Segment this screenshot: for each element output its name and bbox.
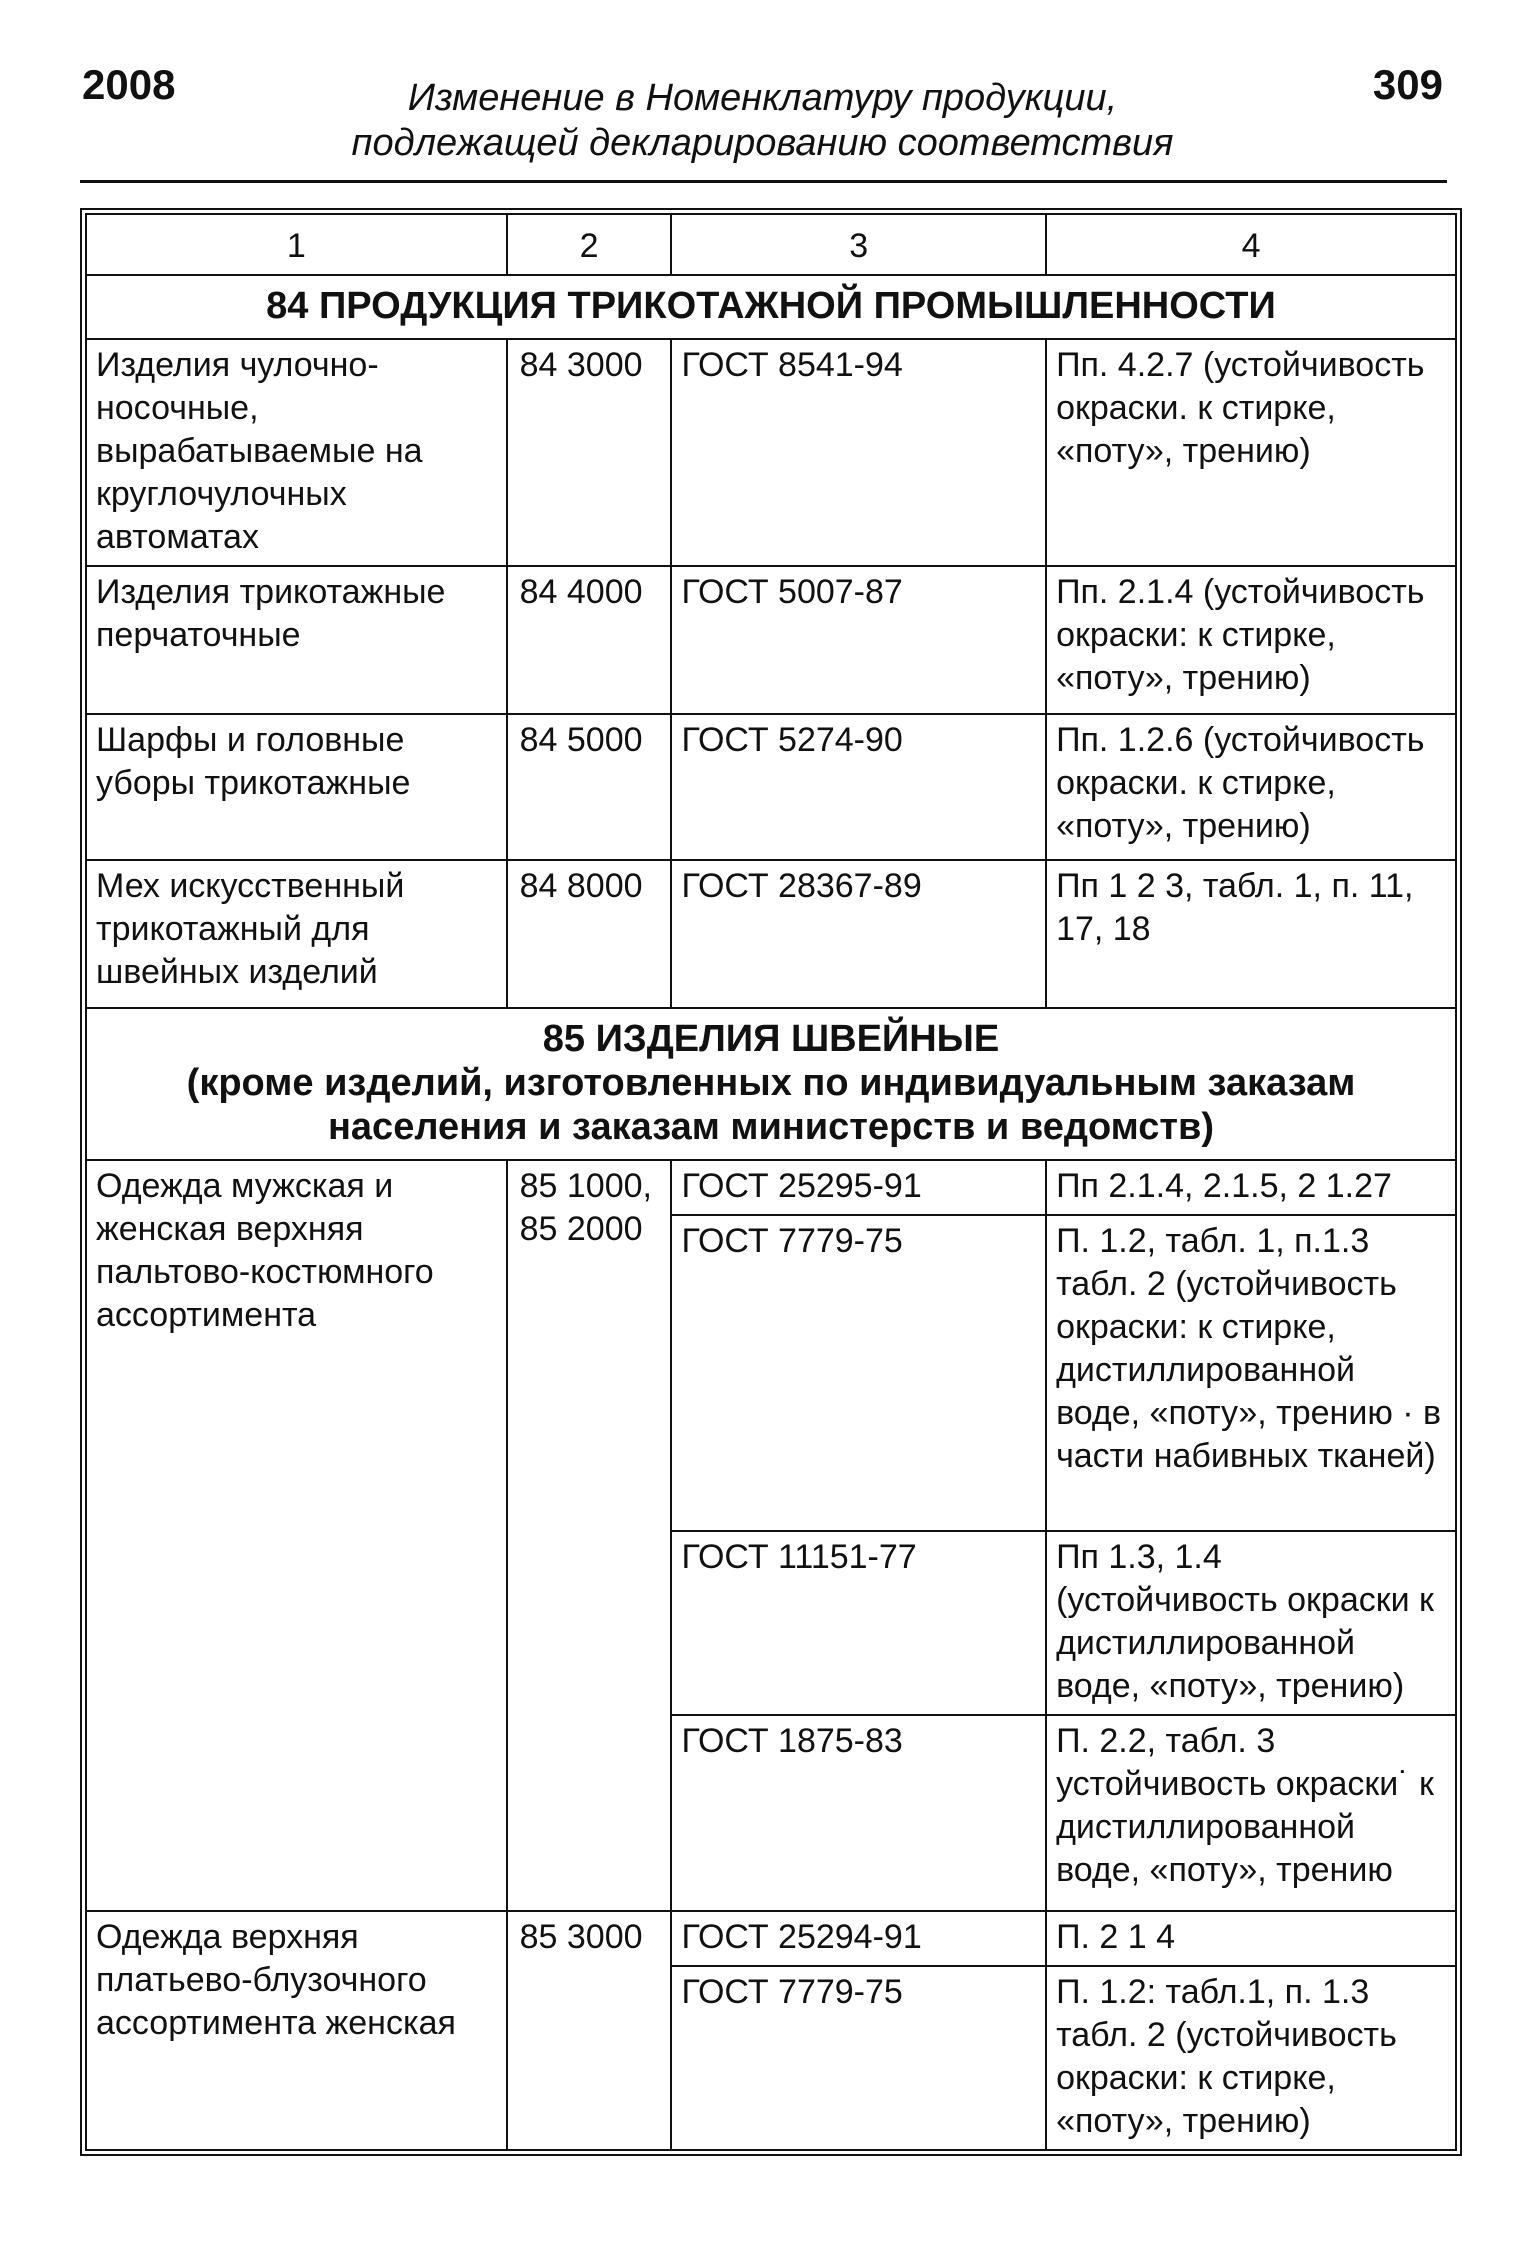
standard-cell: ГОСТ 8541-94 [671, 339, 1046, 566]
table-row [86, 339, 1456, 566]
table-row [86, 1911, 1456, 1966]
product-name-cell: Одежда мужская и женская верхняя пальтово-костюмного ассортимента [86, 1160, 507, 1911]
product-code-cell: 84 3000 [507, 339, 672, 566]
section-84-header-row [86, 275, 1456, 339]
clauses-cell: Пп 1 2 3, табл. 1, п. 11, 17, 18 [1046, 860, 1456, 1008]
section-85-title [86, 1008, 1456, 1160]
clauses-cell: П. 2 1 4 [1046, 1911, 1456, 1966]
product-code-cell: 84 4000 [507, 566, 672, 714]
clauses-cell: Пп 1.3, 1.4 (устойчивость окраски к дистиллированной воде, «поту», трению) [1046, 1531, 1456, 1715]
column-number-1: 1 [86, 214, 507, 275]
clauses-cell: Пп. 1.2.6 (устойчивость окраски. к стирке, «поту», трению) [1046, 714, 1456, 860]
column-number-4: 4 [1046, 214, 1456, 275]
section-85-title-line-1: 85 ИЗДЕЛИЯ ШВЕЙНЫЕ [542, 1018, 1000, 1060]
section-85-header-row [86, 1008, 1456, 1160]
table-row [86, 1160, 1456, 1215]
running-title-line-2: подлежащей декларированию соответствия [351, 122, 1174, 164]
section-85-title-line-2: (кроме изделий, изготовленных по индивидуальным заказам [186, 1062, 1356, 1104]
running-title-line-1: Изменение в Номенклатуру продукции, [407, 77, 1118, 119]
clauses-cell: Пп 2.1.4, 2.1.5, 2 1.27 [1046, 1160, 1456, 1215]
product-name-cell: Одежда верхняя платьево-блузочного ассортимента женская [86, 1911, 507, 2150]
product-code-cell: 84 5000 [507, 714, 672, 860]
clauses-cell: Пп. 2.1.4 (устойчивость окраски: к стирке, «поту», трению) [1046, 566, 1456, 714]
product-name-cell: Мех искусственный трикотажный для швейных изделий [86, 860, 507, 1008]
clauses-cell: П. 1.2: табл.1, п. 1.3 табл. 2 (устойчивость окраски: к стирке, «поту», трению) [1046, 1966, 1456, 2150]
clauses-cell: Пп. 4.2.7 (устойчивость окраски. к стирке, «поту», трению) [1046, 339, 1456, 566]
table-row [86, 860, 1456, 1008]
page-number: 309 [1372, 61, 1443, 108]
table-row [86, 714, 1456, 860]
product-name-cell: Шарфы и головные уборы трикотажные [86, 714, 507, 860]
standard-cell: ГОСТ 28367-89 [671, 860, 1046, 1008]
standard-cell: ГОСТ 7779-75 [671, 1966, 1046, 2150]
clauses-cell: П. 1.2, табл. 1, п.1.3 табл. 2 (устойчивость окраски: к стирке, дистиллированной воде, «поту», трению · в части набивных тканей) [1046, 1215, 1456, 1531]
standard-cell: ГОСТ 7779-75 [671, 1215, 1046, 1531]
nomenclature-table-frame [80, 208, 1462, 2156]
standard-cell: ГОСТ 11151-77 [671, 1531, 1046, 1715]
standard-cell: ГОСТ 25295-91 [671, 1160, 1046, 1215]
product-name-cell: Изделия трикотажные перчаточные [86, 566, 507, 714]
product-code-cell: 85 1000, 85 2000 [507, 1160, 672, 1911]
product-name-cell: Изделия чулочно-носочные, вырабатываемые на круглочулочных автоматах [86, 339, 507, 566]
clauses-cell: П. 2.2, табл. 3 устойчивость окраски˙ к дистиллированной воде, «поту», трению [1046, 1715, 1456, 1911]
product-code-cell: 85 3000 [507, 1911, 672, 2150]
section-85-title-line-3: населения и заказам министерств и ведомств) [327, 1106, 1215, 1148]
product-code-cell: 84 8000 [507, 860, 672, 1008]
page-running-title [300, 76, 1225, 166]
column-number-row [86, 214, 1456, 275]
table-row [86, 566, 1456, 714]
standard-cell: ГОСТ 5274-90 [671, 714, 1046, 860]
standard-cell: ГОСТ 25294-91 [671, 1911, 1046, 1966]
column-number-2: 2 [507, 214, 672, 275]
standard-cell: ГОСТ 5007-87 [671, 566, 1046, 714]
section-84-title: 84 ПРОДУКЦИЯ ТРИКОТАЖНОЙ ПРОМЫШЛЕННОСТИ [86, 275, 1456, 339]
nomenclature-table [85, 213, 1457, 2151]
standard-cell: ГОСТ 1875-83 [671, 1715, 1046, 1911]
page-year: 2008 [82, 61, 176, 108]
header-divider [80, 180, 1447, 183]
column-number-3: 3 [671, 214, 1046, 275]
